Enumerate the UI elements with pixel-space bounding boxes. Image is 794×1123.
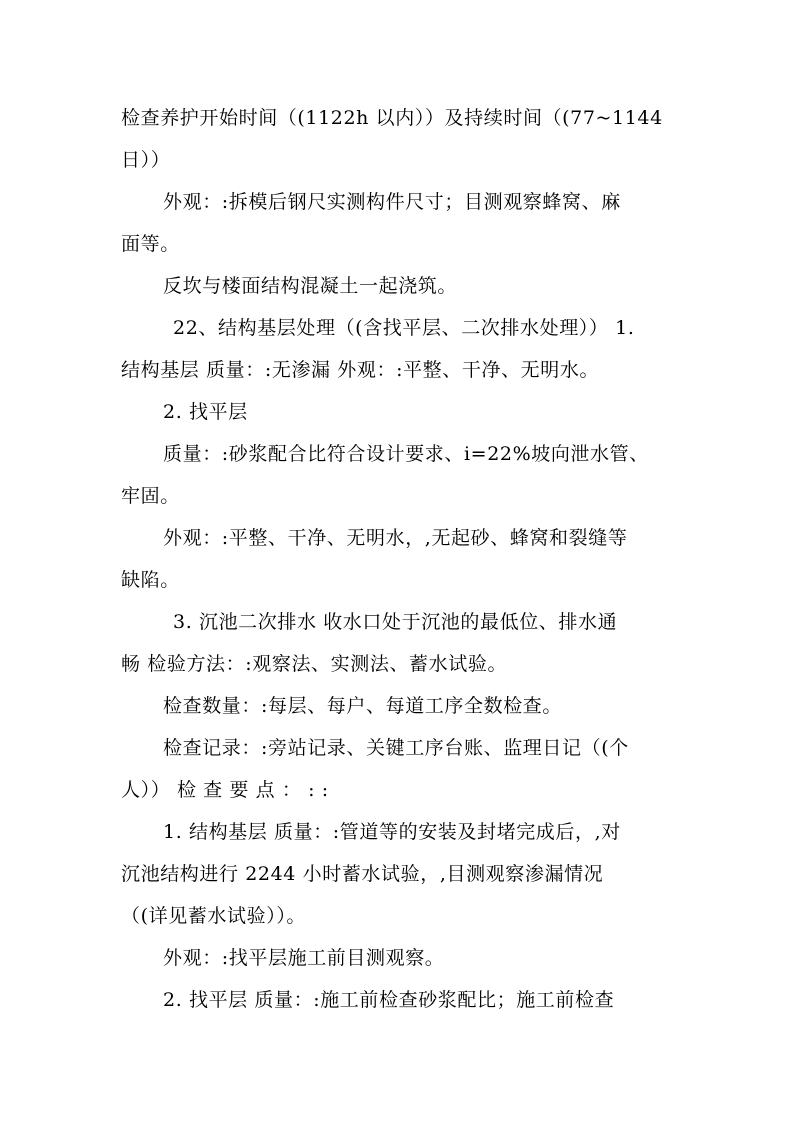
text-line-15: 检查数量：:每层、每户、每道工序全数检查。 [163,695,563,717]
text-line-1: 检查养护开始时间（(1122h 以内））及持续时间（(77~1144 [121,107,663,129]
text-line-17: 人）） 检 查 要 点 ： : : [121,779,329,801]
text-line-16: 检查记录：:旁站记录、关键工序台账、监理日记（(个 [163,737,629,759]
text-line-3: 外观：:拆模后钢尺实测构件尺寸；目测观察蜂窝、麻 [163,191,621,213]
text-line-14: 畅 检验方法：:观察法、实测法、蓄水试验。 [121,653,508,675]
text-line-19: 沉池结构进行 2244 小时蓄水试验，,目测观察渗漏情况 [121,863,604,885]
text-line-2: 日）） [121,149,171,171]
text-line-5: 反坎与楼面结构混凝土一起浇筑。 [163,275,458,297]
text-line-8: 2. 找平层 [163,401,248,423]
text-line-10: 牢固。 [121,485,180,507]
text-line-4: 面等。 [121,233,180,255]
text-line-18: 1. 结构基层 质量：:管道等的安装及封堵完成后，,对 [163,821,621,843]
text-line-11: 外观：:平整、干净、无明水，,无起砂、蜂窝和裂缝等 [163,527,628,549]
text-line-6: 22、结构基层处理（(含找平层、二次排水处理）） 1. [173,317,635,339]
text-line-21: 外观：:找平层施工前目测观察。 [163,947,445,969]
text-line-20: （(详见蓄水试验））。 [121,905,307,927]
text-line-7: 结构基层 质量：:无渗漏 外观：:平整、干净、无明水。 [121,359,600,381]
text-line-13: 3. 沉池二次排水 收水口处于沉池的最低位、排水通 [173,611,618,633]
text-line-9: 质量：:砂浆配合比符合设计要求、i=22%坡向泄水管、 [163,443,649,465]
text-line-22: 2. 找平层 质量：:施工前检查砂浆配比；施工前检查 [163,989,615,1011]
text-line-12: 缺陷。 [121,569,180,591]
